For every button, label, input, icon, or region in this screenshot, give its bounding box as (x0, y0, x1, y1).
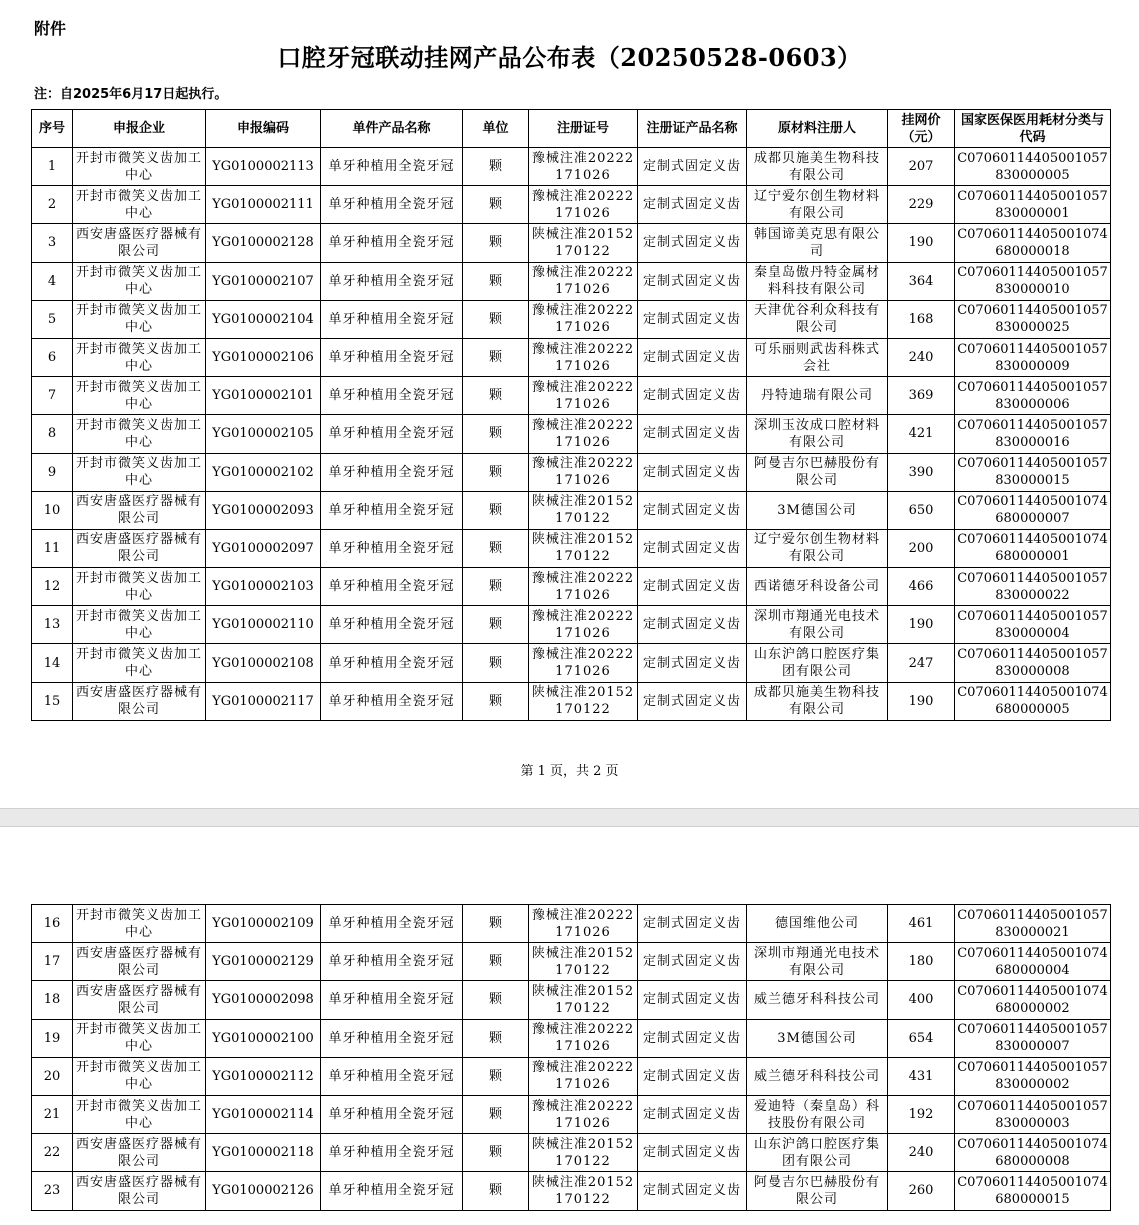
cell-reg: 陕械注准20152170122 (529, 529, 638, 567)
cell-reg: 陕械注准20152170122 (529, 1134, 638, 1172)
cell-reg-name: 定制式固定义齿 (638, 1095, 747, 1133)
cell-material: 阿曼吉尔巴赫股份有限公司 (747, 1172, 888, 1210)
cell-reg-name: 定制式固定义齿 (638, 943, 747, 981)
cell-product: 单牙种植用全瓷牙冠 (321, 224, 463, 262)
col-header-no: 序号 (32, 110, 73, 148)
cell-reg: 豫械注准20222171026 (529, 186, 638, 224)
table-row (32, 682, 1111, 720)
cell-unit: 颗 (463, 338, 529, 376)
cell-no: 12 (32, 568, 73, 606)
col-header-unit: 单位 (463, 110, 529, 148)
cell-nhsa: C07060114405001074680000001 (955, 529, 1111, 567)
effective-date-note: 注：自2025年6月17日起执行。 (34, 87, 228, 102)
cell-material: 威兰德牙科科技公司 (747, 1057, 888, 1095)
cell-material: 爱迪特（秦皇岛）科技股份有限公司 (747, 1095, 888, 1133)
cell-no: 19 (32, 1019, 73, 1057)
cell-product: 单牙种植用全瓷牙冠 (321, 338, 463, 376)
cell-nhsa: C07060114405001057830000015 (955, 453, 1111, 491)
table-row (32, 905, 1111, 943)
cell-company: 开封市微笑义齿加工中心 (73, 568, 206, 606)
cell-reg-name: 定制式固定义齿 (638, 262, 747, 300)
cell-reg: 豫械注准20222171026 (529, 606, 638, 644)
cell-company: 开封市微笑义齿加工中心 (73, 453, 206, 491)
table-row (32, 644, 1111, 682)
cell-code: YG0100002113 (206, 148, 321, 186)
cell-nhsa: C07060114405001074680000018 (955, 224, 1111, 262)
cell-nhsa: C07060114405001057830000004 (955, 606, 1111, 644)
cell-product: 单牙种植用全瓷牙冠 (321, 644, 463, 682)
cell-nhsa: C07060114405001057830000002 (955, 1057, 1111, 1095)
cell-reg: 豫械注准20222171026 (529, 338, 638, 376)
cell-material: 辽宁爱尔创生物材料有限公司 (747, 529, 888, 567)
cell-company: 开封市微笑义齿加工中心 (73, 377, 206, 415)
col-header-reg: 注册证号 (529, 110, 638, 148)
cell-material: 成都贝施美生物科技有限公司 (747, 148, 888, 186)
cell-company: 开封市微笑义齿加工中心 (73, 606, 206, 644)
cell-code: YG0100002102 (206, 453, 321, 491)
table-row (32, 1019, 1111, 1057)
cell-company: 开封市微笑义齿加工中心 (73, 262, 206, 300)
table-row (32, 186, 1111, 224)
product-table-page-1 (31, 109, 1111, 721)
cell-material: 深圳市翔通光电技术有限公司 (747, 943, 888, 981)
cell-reg-name: 定制式固定义齿 (638, 568, 747, 606)
cell-price: 431 (888, 1057, 955, 1095)
cell-nhsa: C07060114405001057830000006 (955, 377, 1111, 415)
cell-reg: 陕械注准20152170122 (529, 682, 638, 720)
cell-product: 单牙种植用全瓷牙冠 (321, 415, 463, 453)
cell-no: 5 (32, 300, 73, 338)
cell-product: 单牙种植用全瓷牙冠 (321, 529, 463, 567)
cell-nhsa: C07060114405001074680000015 (955, 1172, 1111, 1210)
cell-reg: 豫械注准20222171026 (529, 415, 638, 453)
cell-code: YG0100002118 (206, 1134, 321, 1172)
cell-material: 丹特迪瑞有限公司 (747, 377, 888, 415)
cell-no: 1 (32, 148, 73, 186)
cell-reg-name: 定制式固定义齿 (638, 1172, 747, 1210)
cell-company: 开封市微笑义齿加工中心 (73, 644, 206, 682)
cell-nhsa: C07060114405001057830000022 (955, 568, 1111, 606)
cell-material: 韩国谛美克思有限公司 (747, 224, 888, 262)
cell-code: YG0100002114 (206, 1095, 321, 1133)
cell-product: 单牙种植用全瓷牙冠 (321, 377, 463, 415)
cell-product: 单牙种植用全瓷牙冠 (321, 262, 463, 300)
cell-price: 192 (888, 1095, 955, 1133)
table-row (32, 453, 1111, 491)
cell-material: 深圳市翔通光电技术有限公司 (747, 606, 888, 644)
cell-code: YG0100002097 (206, 529, 321, 567)
cell-material: 山东沪鸽口腔医疗集团有限公司 (747, 644, 888, 682)
cell-price: 207 (888, 148, 955, 186)
cell-nhsa: C07060114405001057830000009 (955, 338, 1111, 376)
cell-product: 单牙种植用全瓷牙冠 (321, 1134, 463, 1172)
cell-no: 17 (32, 943, 73, 981)
cell-material: 辽宁爱尔创生物材料有限公司 (747, 186, 888, 224)
cell-reg: 陕械注准20152170122 (529, 943, 638, 981)
product-table-page-2 (31, 904, 1111, 1211)
cell-reg: 豫械注准20222171026 (529, 644, 638, 682)
cell-price: 200 (888, 529, 955, 567)
cell-reg-name: 定制式固定义齿 (638, 905, 747, 943)
cell-material: 可乐丽则武齿科株式会社 (747, 338, 888, 376)
cell-code: YG0100002128 (206, 224, 321, 262)
cell-unit: 颗 (463, 529, 529, 567)
cell-code: YG0100002101 (206, 377, 321, 415)
cell-no: 13 (32, 606, 73, 644)
table-row (32, 148, 1111, 186)
cell-unit: 颗 (463, 262, 529, 300)
cell-reg-name: 定制式固定义齿 (638, 148, 747, 186)
cell-code: YG0100002106 (206, 338, 321, 376)
cell-reg-name: 定制式固定义齿 (638, 338, 747, 376)
cell-product: 单牙种植用全瓷牙冠 (321, 905, 463, 943)
cell-unit: 颗 (463, 300, 529, 338)
cell-code: YG0100002103 (206, 568, 321, 606)
cell-code: YG0100002129 (206, 943, 321, 981)
table-row (32, 529, 1111, 567)
cell-no: 9 (32, 453, 73, 491)
cell-unit: 颗 (463, 1057, 529, 1095)
cell-no: 4 (32, 262, 73, 300)
col-header-reg-name: 注册证产品名称 (638, 110, 747, 148)
cell-reg: 豫械注准20222171026 (529, 262, 638, 300)
cell-nhsa: C07060114405001057830000008 (955, 644, 1111, 682)
cell-reg-name: 定制式固定义齿 (638, 529, 747, 567)
cell-material: 德国维他公司 (747, 905, 888, 943)
cell-no: 14 (32, 644, 73, 682)
cell-reg-name: 定制式固定义齿 (638, 300, 747, 338)
cell-price: 364 (888, 262, 955, 300)
col-header-company: 申报企业 (73, 110, 206, 148)
cell-company: 西安唐盛医疗器械有限公司 (73, 981, 206, 1019)
cell-nhsa: C07060114405001057830000003 (955, 1095, 1111, 1133)
cell-price: 260 (888, 1172, 955, 1210)
cell-price: 240 (888, 338, 955, 376)
table-row (32, 415, 1111, 453)
table-row (32, 224, 1111, 262)
cell-unit: 颗 (463, 224, 529, 262)
cell-material: 阿曼吉尔巴赫股份有限公司 (747, 453, 888, 491)
cell-product: 单牙种植用全瓷牙冠 (321, 453, 463, 491)
cell-product: 单牙种植用全瓷牙冠 (321, 1095, 463, 1133)
cell-price: 461 (888, 905, 955, 943)
cell-product: 单牙种植用全瓷牙冠 (321, 148, 463, 186)
table-row (32, 1057, 1111, 1095)
cell-no: 3 (32, 224, 73, 262)
col-header-material: 原材料注册人 (747, 110, 888, 148)
cell-reg-name: 定制式固定义齿 (638, 377, 747, 415)
cell-unit: 颗 (463, 415, 529, 453)
cell-product: 单牙种植用全瓷牙冠 (321, 1019, 463, 1057)
cell-nhsa: C07060114405001074680000002 (955, 981, 1111, 1019)
table-row (32, 568, 1111, 606)
cell-no: 16 (32, 905, 73, 943)
col-header-code: 申报编码 (206, 110, 321, 148)
table-row (32, 1172, 1111, 1210)
cell-reg: 陕械注准20152170122 (529, 224, 638, 262)
cell-code: YG0100002117 (206, 682, 321, 720)
cell-nhsa: C07060114405001074680000004 (955, 943, 1111, 981)
cell-unit: 颗 (463, 1019, 529, 1057)
cell-material: 山东沪鸽口腔医疗集团有限公司 (747, 1134, 888, 1172)
table-row (32, 377, 1111, 415)
cell-company: 西安唐盛医疗器械有限公司 (73, 1172, 206, 1210)
cell-unit: 颗 (463, 606, 529, 644)
cell-unit: 颗 (463, 453, 529, 491)
cell-reg: 豫械注准20222171026 (529, 377, 638, 415)
cell-company: 开封市微笑义齿加工中心 (73, 338, 206, 376)
cell-code: YG0100002110 (206, 606, 321, 644)
cell-material: 深圳玉汝成口腔材料有限公司 (747, 415, 888, 453)
cell-unit: 颗 (463, 1095, 529, 1133)
cell-product: 单牙种植用全瓷牙冠 (321, 682, 463, 720)
cell-unit: 颗 (463, 491, 529, 529)
cell-company: 开封市微笑义齿加工中心 (73, 300, 206, 338)
cell-product: 单牙种植用全瓷牙冠 (321, 186, 463, 224)
col-header-product: 单件产品名称 (321, 110, 463, 148)
cell-price: 247 (888, 644, 955, 682)
cell-no: 8 (32, 415, 73, 453)
cell-nhsa: C07060114405001057830000021 (955, 905, 1111, 943)
cell-reg-name: 定制式固定义齿 (638, 1019, 747, 1057)
cell-unit: 颗 (463, 981, 529, 1019)
cell-reg: 豫械注准20222171026 (529, 568, 638, 606)
cell-code: YG0100002126 (206, 1172, 321, 1210)
cell-unit: 颗 (463, 644, 529, 682)
cell-code: YG0100002104 (206, 300, 321, 338)
cell-company: 开封市微笑义齿加工中心 (73, 1095, 206, 1133)
cell-product: 单牙种植用全瓷牙冠 (321, 943, 463, 981)
cell-no: 18 (32, 981, 73, 1019)
cell-reg-name: 定制式固定义齿 (638, 1134, 747, 1172)
cell-company: 开封市微笑义齿加工中心 (73, 186, 206, 224)
document-title: 口腔牙冠联动挂网产品公布表（20250528-0603） (277, 43, 862, 72)
cell-reg-name: 定制式固定义齿 (638, 453, 747, 491)
table-row (32, 1095, 1111, 1133)
cell-no: 6 (32, 338, 73, 376)
cell-no: 11 (32, 529, 73, 567)
col-header-price: 挂网价（元） (888, 110, 955, 148)
page-footer: 第 1 页，共 2 页 (520, 764, 619, 779)
cell-company: 开封市微笑义齿加工中心 (73, 905, 206, 943)
cell-reg: 豫械注准20222171026 (529, 300, 638, 338)
cell-code: YG0100002105 (206, 415, 321, 453)
cell-price: 400 (888, 981, 955, 1019)
cell-product: 单牙种植用全瓷牙冠 (321, 300, 463, 338)
cell-nhsa: C07060114405001074680000008 (955, 1134, 1111, 1172)
cell-unit: 颗 (463, 1134, 529, 1172)
document-page-2 (0, 827, 1139, 1225)
cell-reg-name: 定制式固定义齿 (638, 224, 747, 262)
cell-material: 秦皇岛傲丹特金属材料科技有限公司 (747, 262, 888, 300)
cell-reg-name: 定制式固定义齿 (638, 606, 747, 644)
cell-price: 180 (888, 943, 955, 981)
cell-company: 西安唐盛医疗器械有限公司 (73, 529, 206, 567)
cell-reg: 陕械注准20152170122 (529, 981, 638, 1019)
cell-no: 21 (32, 1095, 73, 1133)
table-header-row (32, 110, 1111, 148)
cell-company: 西安唐盛医疗器械有限公司 (73, 224, 206, 262)
cell-reg-name: 定制式固定义齿 (638, 981, 747, 1019)
cell-price: 240 (888, 1134, 955, 1172)
cell-company: 开封市微笑义齿加工中心 (73, 1019, 206, 1057)
cell-price: 190 (888, 224, 955, 262)
cell-unit: 颗 (463, 148, 529, 186)
cell-code: YG0100002112 (206, 1057, 321, 1095)
cell-code: YG0100002108 (206, 644, 321, 682)
table-row (32, 300, 1111, 338)
cell-no: 7 (32, 377, 73, 415)
cell-reg: 豫械注准20222171026 (529, 1057, 638, 1095)
cell-unit: 颗 (463, 186, 529, 224)
table-row (32, 491, 1111, 529)
cell-no: 23 (32, 1172, 73, 1210)
cell-nhsa: C07060114405001057830000016 (955, 415, 1111, 453)
page-separator (0, 808, 1139, 827)
cell-price: 421 (888, 415, 955, 453)
table-row (32, 262, 1111, 300)
cell-price: 190 (888, 682, 955, 720)
cell-product: 单牙种植用全瓷牙冠 (321, 568, 463, 606)
cell-reg: 豫械注准20222171026 (529, 453, 638, 491)
cell-material: 天津优谷利众科技有限公司 (747, 300, 888, 338)
cell-unit: 颗 (463, 568, 529, 606)
cell-reg-name: 定制式固定义齿 (638, 186, 747, 224)
cell-material: 成都贝施美生物科技有限公司 (747, 682, 888, 720)
cell-unit: 颗 (463, 1172, 529, 1210)
cell-reg: 陕械注准20152170122 (529, 1172, 638, 1210)
cell-price: 369 (888, 377, 955, 415)
table-row (32, 981, 1111, 1019)
cell-material: 威兰德牙科科技公司 (747, 981, 888, 1019)
cell-price: 190 (888, 606, 955, 644)
cell-price: 654 (888, 1019, 955, 1057)
cell-reg-name: 定制式固定义齿 (638, 491, 747, 529)
cell-reg-name: 定制式固定义齿 (638, 415, 747, 453)
cell-no: 10 (32, 491, 73, 529)
cell-price: 229 (888, 186, 955, 224)
cell-reg: 陕械注准20152170122 (529, 491, 638, 529)
cell-unit: 颗 (463, 943, 529, 981)
cell-code: YG0100002093 (206, 491, 321, 529)
cell-code: YG0100002107 (206, 262, 321, 300)
cell-code: YG0100002109 (206, 905, 321, 943)
table-row (32, 338, 1111, 376)
cell-product: 单牙种植用全瓷牙冠 (321, 1172, 463, 1210)
table-row (32, 1134, 1111, 1172)
cell-company: 西安唐盛医疗器械有限公司 (73, 943, 206, 981)
cell-price: 168 (888, 300, 955, 338)
cell-company: 西安唐盛医疗器械有限公司 (73, 491, 206, 529)
cell-price: 390 (888, 453, 955, 491)
cell-company: 西安唐盛医疗器械有限公司 (73, 1134, 206, 1172)
cell-reg: 豫械注准20222171026 (529, 1019, 638, 1057)
cell-price: 650 (888, 491, 955, 529)
cell-no: 2 (32, 186, 73, 224)
cell-material: 3M德国公司 (747, 491, 888, 529)
cell-unit: 颗 (463, 377, 529, 415)
cell-product: 单牙种植用全瓷牙冠 (321, 981, 463, 1019)
attachment-label: 附件 (34, 19, 67, 38)
cell-product: 单牙种植用全瓷牙冠 (321, 491, 463, 529)
cell-reg-name: 定制式固定义齿 (638, 682, 747, 720)
cell-reg: 豫械注准20222171026 (529, 905, 638, 943)
cell-code: YG0100002111 (206, 186, 321, 224)
cell-nhsa: C07060114405001074680000007 (955, 491, 1111, 529)
cell-no: 22 (32, 1134, 73, 1172)
cell-company: 西安唐盛医疗器械有限公司 (73, 682, 206, 720)
cell-reg-name: 定制式固定义齿 (638, 1057, 747, 1095)
cell-nhsa: C07060114405001057830000010 (955, 262, 1111, 300)
cell-nhsa: C07060114405001057830000005 (955, 148, 1111, 186)
cell-reg: 豫械注准20222171026 (529, 148, 638, 186)
cell-unit: 颗 (463, 905, 529, 943)
cell-unit: 颗 (463, 682, 529, 720)
cell-code: YG0100002098 (206, 981, 321, 1019)
cell-price: 466 (888, 568, 955, 606)
cell-no: 15 (32, 682, 73, 720)
cell-no: 20 (32, 1057, 73, 1095)
col-header-nhsa: 国家医保医用耗材分类与代码 (955, 110, 1111, 148)
cell-product: 单牙种植用全瓷牙冠 (321, 1057, 463, 1095)
cell-material: 3M德国公司 (747, 1019, 888, 1057)
cell-nhsa: C07060114405001057830000007 (955, 1019, 1111, 1057)
cell-reg: 豫械注准20222171026 (529, 1095, 638, 1133)
cell-material: 西诺德牙科设备公司 (747, 568, 888, 606)
cell-company: 开封市微笑义齿加工中心 (73, 415, 206, 453)
table-row (32, 943, 1111, 981)
cell-product: 单牙种植用全瓷牙冠 (321, 606, 463, 644)
cell-code: YG0100002100 (206, 1019, 321, 1057)
cell-nhsa: C07060114405001057830000001 (955, 186, 1111, 224)
table-row (32, 606, 1111, 644)
cell-nhsa: C07060114405001074680000005 (955, 682, 1111, 720)
cell-company: 开封市微笑义齿加工中心 (73, 148, 206, 186)
cell-reg-name: 定制式固定义齿 (638, 644, 747, 682)
cell-nhsa: C07060114405001057830000025 (955, 300, 1111, 338)
cell-company: 开封市微笑义齿加工中心 (73, 1057, 206, 1095)
